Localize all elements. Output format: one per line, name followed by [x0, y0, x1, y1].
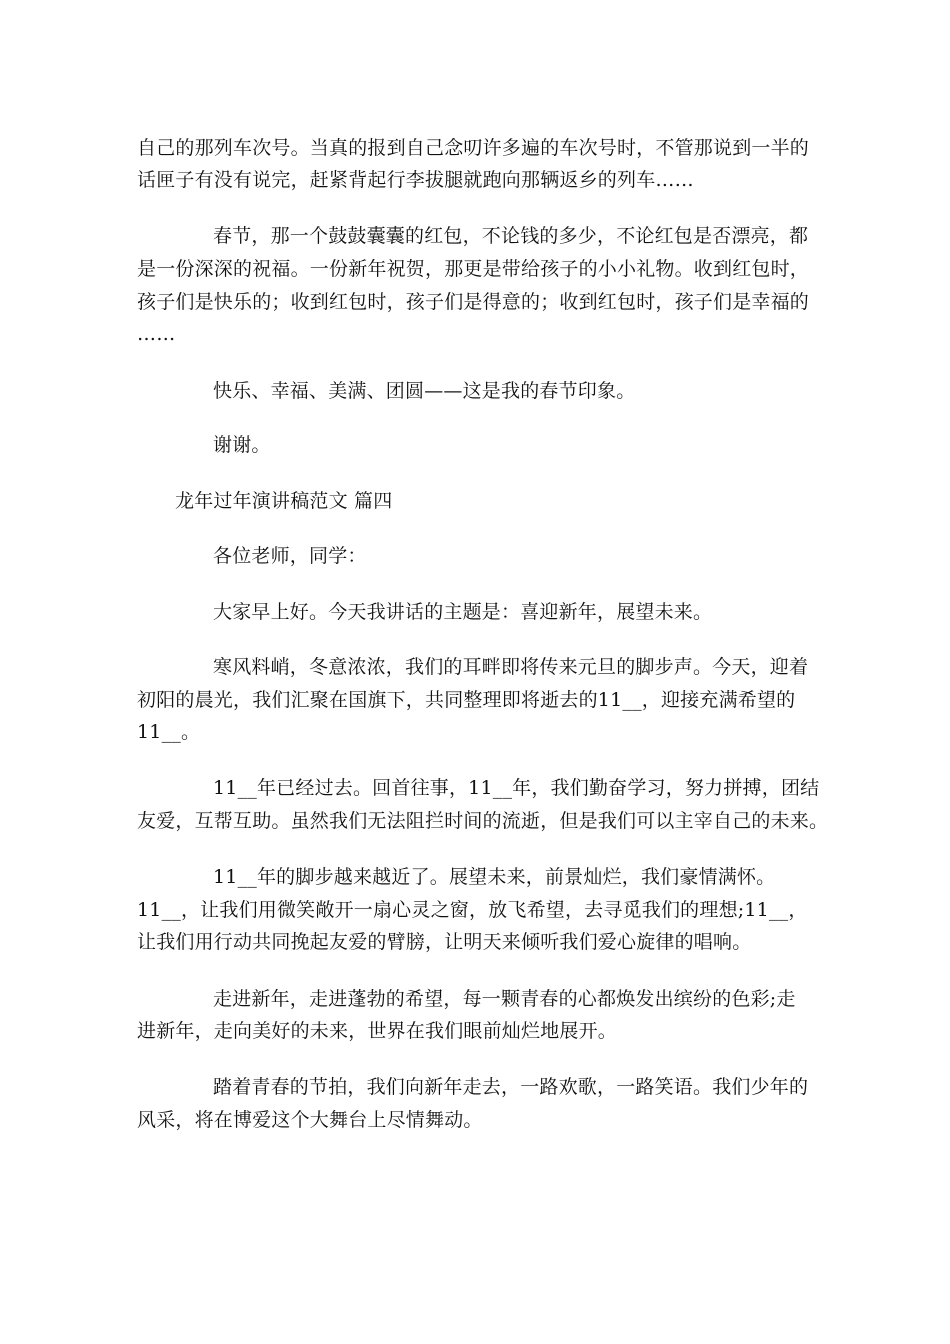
text-line: 寒风料峭，冬意浓浓，我们的耳畔即将传来元旦的脚步声。今天，迎着: [213, 656, 809, 678]
text-line: 走进新年，走进蓬勃的希望，每一颗青春的心都焕发出缤纷的色彩;走: [213, 988, 796, 1010]
text-line: 春节，那一个鼓鼓囊囊的红包，不论钱的多少，不论红包是否漂亮，都: [213, 225, 809, 247]
text-line: 初阳的晨光，我们汇聚在国旗下，共同整理即将逝去的11__，迎接充满希望的: [137, 689, 796, 711]
text-line: 11__。: [137, 721, 201, 743]
text-line: 快乐、幸福、美满、团圆——这是我的春节印象。: [213, 380, 636, 402]
text-line: 是一份深深的祝福。一份新年祝贺，那更是带给孩子的小小礼物。收到红包时，: [137, 258, 810, 280]
text-line: 风采，将在博爱这个大舞台上尽情舞动。: [137, 1109, 483, 1131]
text-line: 大家早上好。今天我讲话的主题是：喜迎新年，展望未来。: [213, 601, 713, 623]
text-line: 各位老师，同学：: [213, 545, 367, 567]
text-line: 11__年已经过去。回首往事，11__年，我们勤奋学习，努力拼搏，团结: [213, 777, 820, 799]
text-line: 友爱，互帮互助。虽然我们无法阻拦时间的流逝，但是我们可以主宰自己的未来。: [137, 810, 829, 832]
text-line: ……: [137, 323, 176, 345]
text-line: 踏着青春的节拍，我们向新年走去，一路欢歌，一路笑语。我们少年的: [213, 1076, 809, 1098]
text-line: 话匣子有没有说完，赶紧背起行李拔腿就跑向那辆返乡的列车……: [137, 169, 694, 191]
text-line: 孩子们是快乐的；收到红包时，孩子们是得意的；收到红包时，孩子们是幸福的: [137, 291, 810, 313]
text-line: 进新年，走向美好的未来，世界在我们眼前灿烂地展开。: [137, 1020, 618, 1042]
text-line: 谢谢。: [213, 434, 271, 456]
text-line: 11__，让我们用微笑敞开一扇心灵之窗，放飞希望，去寻觅我们的理想;11__，: [137, 899, 808, 921]
text-line: 自己的那列车次号。当真的报到自己念叨许多遍的车次号时，不管那说到一半的: [137, 137, 810, 159]
text-line: 11__年的脚步越来越近了。展望未来，前景灿烂，我们豪情满怀。: [213, 866, 776, 888]
text-line: 让我们用行动共同挽起友爱的臂膀，让明天来倾听我们爱心旋律的唱响。: [137, 931, 752, 953]
section-heading: 龙年过年演讲稿范文 篇四: [175, 490, 393, 512]
